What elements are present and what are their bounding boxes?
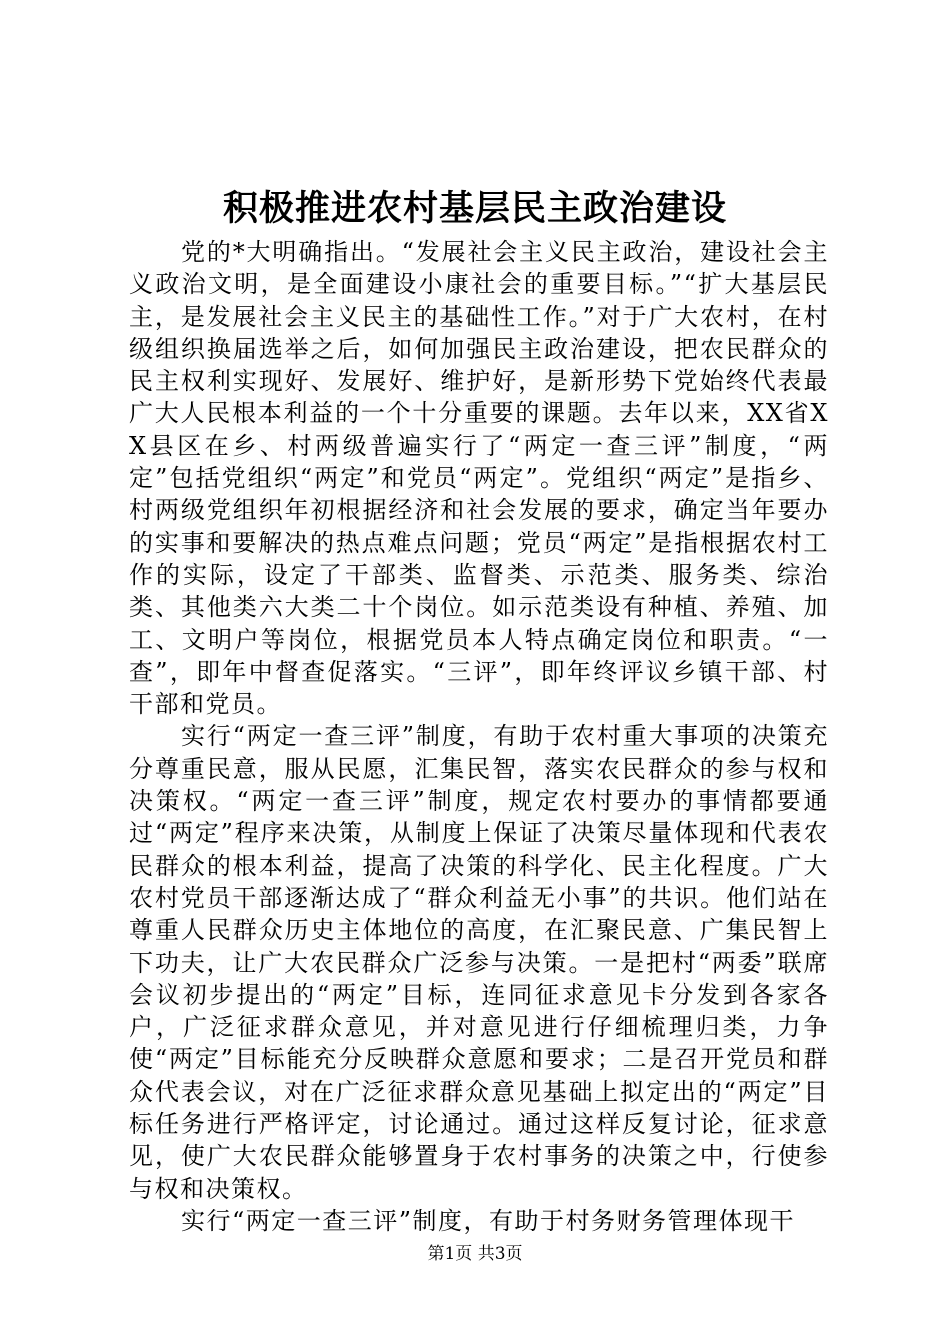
document-body	[129, 236, 829, 1237]
paragraph-3: 实行“两定一查三评”制度，有助于村务财务管理体现干	[181, 1206, 796, 1235]
paragraph-1: 党的*大明确指出。“发展社会主义民主政治，建设社会主义政治文明，是全面建设小康社会的重要目标。”“扩大基层民主，是发展社会主义民主的基础性工作。”对于广大农村，在村级组织换届选举之后，如何加强民主政治建设，把农民群众的民主权利实现好、发展好、维护好，是新形势下党始终代表最广大人民根本利益的一个十分重要的课题。去年以来，XX省XX县区在乡、村两级普遍实行了“两定一查三评”制度，“两定”包括党组织“两定”和党员“两定”。党组织“两定”是指乡、村两级党组织年初根据经济和社会发展的要求，确定当年要办的实事和要解决的热点难点问题；党员“两定”是指根据农村工作的实际，设定了干部类、监督类、示范类、服务类、综治类、其他类六大类二十个岗位。如示范类设有种植、养殖、加工、文明户等岗位，根据党员本人特点确定岗位和职责。“一查”，即年中督查促落实。“三评”，即年终评议乡镇干部、村干部和党员。	[129, 238, 829, 719]
document-title: 积极推进农村基层民主政治建设	[222, 188, 727, 229]
page-footer: 第1页 共3页	[427, 1244, 523, 1264]
paragraph-2: 实行“两定一查三评”制度，有助于农村重大事项的决策充分尊重民意，服从民愿，汇集民智，落实农民群众的参与权和决策权。“两定一查三评”制度，规定农村要办的事情都要通过“两定”程序来决策，从制度上保证了决策尽量体现和代表农民群众的根本利益，提高了决策的科学化、民主化程度。广大农村党员干部逐渐达成了“群众利益无小事”的共识。他们站在尊重人民群众历史主体地位的高度，在汇聚民意、广集民智上下功夫，让广大农民群众广泛参与决策。一是把村“两委”联席会议初步提出的“两定”目标，连同征求意见卡分发到各家各户，广泛征求群众意见，并对意见进行仔细梳理归类，力争使“两定”目标能充分反映群众意愿和要求；二是召开党员和群众代表会议，对在广泛征求群众意见基础上拟定出的“两定”目标任务进行严格评定，讨论通过。通过这样反复讨论，征求意见，使广大农民群众能够置身于农村事务的决策之中，行使参与权和决策权。	[129, 722, 829, 1203]
